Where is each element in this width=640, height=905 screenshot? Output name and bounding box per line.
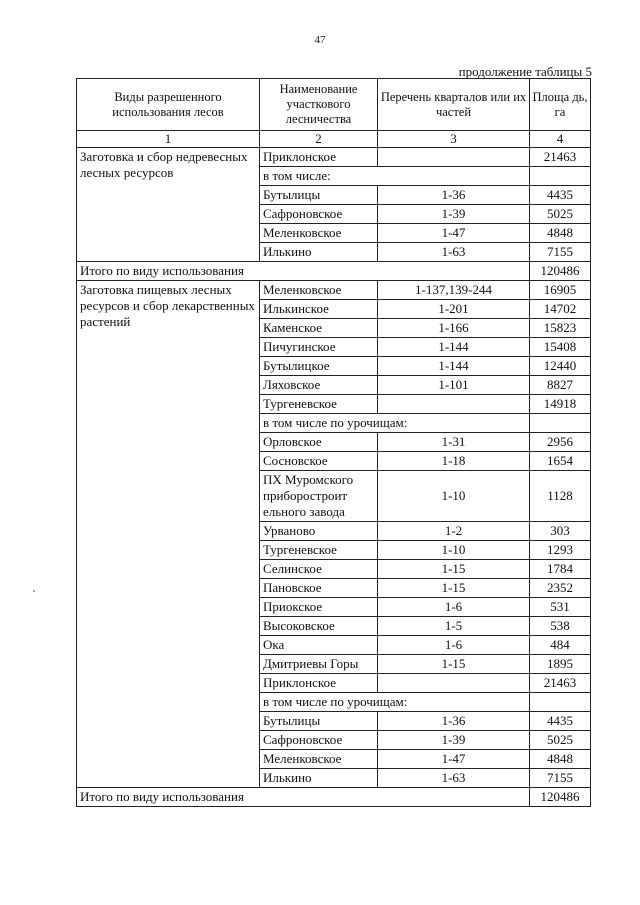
area-cell: 1293: [530, 541, 591, 560]
forestry-name-cell: в том числе:: [260, 167, 530, 186]
area-cell: [530, 167, 591, 186]
quarters-cell: 1-39: [378, 731, 530, 750]
forestry-name-cell: Приокское: [260, 598, 378, 617]
forestry-name-cell: Орловское: [260, 433, 378, 452]
area-cell: 1784: [530, 560, 591, 579]
forestry-name-cell: Приклонское: [260, 674, 378, 693]
forestry-name-cell: Дмитриевы Горы: [260, 655, 378, 674]
area-cell: [530, 693, 591, 712]
area-cell: 1654: [530, 452, 591, 471]
quarters-cell: 1-36: [378, 712, 530, 731]
area-cell: 5025: [530, 731, 591, 750]
area-cell: 484: [530, 636, 591, 655]
area-cell: 538: [530, 617, 591, 636]
quarters-cell: 1-18: [378, 452, 530, 471]
total-label: Итого по виду использования: [77, 788, 530, 807]
forestry-name-cell: в том числе по урочищам:: [260, 693, 530, 712]
area-cell: 8827: [530, 376, 591, 395]
forestry-name-cell: Илькино: [260, 769, 378, 788]
area-cell: 1128: [530, 471, 591, 522]
table-row: [77, 148, 591, 167]
area-cell: 2352: [530, 579, 591, 598]
column-number: 2: [260, 131, 378, 148]
quarters-cell: 1-15: [378, 579, 530, 598]
quarters-cell: [378, 674, 530, 693]
area-cell: 4435: [530, 186, 591, 205]
forestry-name-cell: Селинское: [260, 560, 378, 579]
header-area: Площа дь, га: [530, 79, 591, 131]
total-row: [77, 788, 591, 807]
table-continuation-label: продолжение таблицы 5: [458, 64, 592, 79]
area-cell: 16905: [530, 281, 591, 300]
area-cell: 4848: [530, 224, 591, 243]
forestry-name-cell: Бутылицкое: [260, 357, 378, 376]
area-cell: 1895: [530, 655, 591, 674]
area-cell: 15408: [530, 338, 591, 357]
forestry-name-cell: Бутылицы: [260, 712, 378, 731]
area-cell: 7155: [530, 769, 591, 788]
quarters-cell: 1-31: [378, 433, 530, 452]
header-use-type: Виды разрешенного использования лесов: [77, 79, 260, 131]
forestry-name-cell: Ока: [260, 636, 378, 655]
quarters-cell: 1-39: [378, 205, 530, 224]
forestry-name-cell: ПХ Муромского приборостроит ельного завода: [260, 471, 378, 522]
quarters-cell: [378, 395, 530, 414]
area-cell: 21463: [530, 674, 591, 693]
forestry-name-cell: Бутылицы: [260, 186, 378, 205]
header-row: [77, 79, 591, 131]
header-quarters: Перечень кварталов или их частей: [378, 79, 530, 131]
quarters-cell: 1-10: [378, 541, 530, 560]
area-cell: 7155: [530, 243, 591, 262]
table-row: [77, 281, 591, 300]
total-area: 120486: [530, 788, 591, 807]
area-cell: 15823: [530, 319, 591, 338]
forestry-name-cell: Тургеневское: [260, 395, 378, 414]
quarters-cell: 1-10: [378, 471, 530, 522]
forestry-name-cell: Пановское: [260, 579, 378, 598]
page-number: 47: [314, 34, 326, 46]
quarters-cell: 1-63: [378, 769, 530, 788]
forest-use-table: [76, 78, 591, 807]
total-label: Итого по виду использования: [77, 262, 530, 281]
use-type-cell: Заготовка пищевых лесных ресурсов и сбор лекарственных растений: [77, 281, 260, 788]
area-cell: 21463: [530, 148, 591, 167]
area-cell: 14702: [530, 300, 591, 319]
quarters-cell: 1-15: [378, 560, 530, 579]
area-cell: [530, 414, 591, 433]
use-type-cell: Заготовка и сбор недревесных лесных ресурсов: [77, 148, 260, 262]
forestry-name-cell: Илькинское: [260, 300, 378, 319]
quarters-cell: 1-201: [378, 300, 530, 319]
forestry-name-cell: Меленковское: [260, 224, 378, 243]
quarters-cell: 1-6: [378, 598, 530, 617]
forestry-name-cell: Ляховское: [260, 376, 378, 395]
forestry-name-cell: Высоковское: [260, 617, 378, 636]
column-number: 3: [378, 131, 530, 148]
quarters-cell: 1-166: [378, 319, 530, 338]
forestry-name-cell: Урваново: [260, 522, 378, 541]
forestry-name-cell: Сосновское: [260, 452, 378, 471]
column-number-row: [77, 131, 591, 148]
quarters-cell: 1-47: [378, 224, 530, 243]
quarters-cell: 1-5: [378, 617, 530, 636]
forestry-name-cell: Меленковское: [260, 281, 378, 300]
area-cell: 4848: [530, 750, 591, 769]
scan-speck: [33, 590, 35, 592]
quarters-cell: 1-2: [378, 522, 530, 541]
area-cell: 303: [530, 522, 591, 541]
total-area: 120486: [530, 262, 591, 281]
quarters-cell: 1-63: [378, 243, 530, 262]
section-non-timber: [77, 148, 591, 281]
quarters-cell: [378, 148, 530, 167]
area-cell: 531: [530, 598, 591, 617]
forestry-name-cell: в том числе по урочищам:: [260, 414, 530, 433]
forestry-name-cell: Тургеневское: [260, 541, 378, 560]
area-cell: 5025: [530, 205, 591, 224]
forestry-name-cell: Приклонское: [260, 148, 378, 167]
area-cell: 4435: [530, 712, 591, 731]
forestry-name-cell: Сафроновское: [260, 205, 378, 224]
quarters-cell: 1-144: [378, 357, 530, 376]
area-cell: 2956: [530, 433, 591, 452]
forestry-name-cell: Сафроновское: [260, 731, 378, 750]
column-number: 1: [77, 131, 260, 148]
quarters-cell: 1-137,139-244: [378, 281, 530, 300]
quarters-cell: 1-47: [378, 750, 530, 769]
quarters-cell: 1-144: [378, 338, 530, 357]
quarters-cell: 1-6: [378, 636, 530, 655]
forestry-name-cell: Меленковское: [260, 750, 378, 769]
quarters-cell: 1-15: [378, 655, 530, 674]
quarters-cell: 1-36: [378, 186, 530, 205]
total-row: [77, 262, 591, 281]
area-cell: 14918: [530, 395, 591, 414]
section-food-medicinal: [77, 281, 591, 807]
area-cell: 12440: [530, 357, 591, 376]
header-forestry-name: Наименование участкового лесничества: [260, 79, 378, 131]
forestry-name-cell: Каменское: [260, 319, 378, 338]
forestry-name-cell: Илькино: [260, 243, 378, 262]
column-number: 4: [530, 131, 591, 148]
forestry-name-cell: Пичугинское: [260, 338, 378, 357]
quarters-cell: 1-101: [378, 376, 530, 395]
